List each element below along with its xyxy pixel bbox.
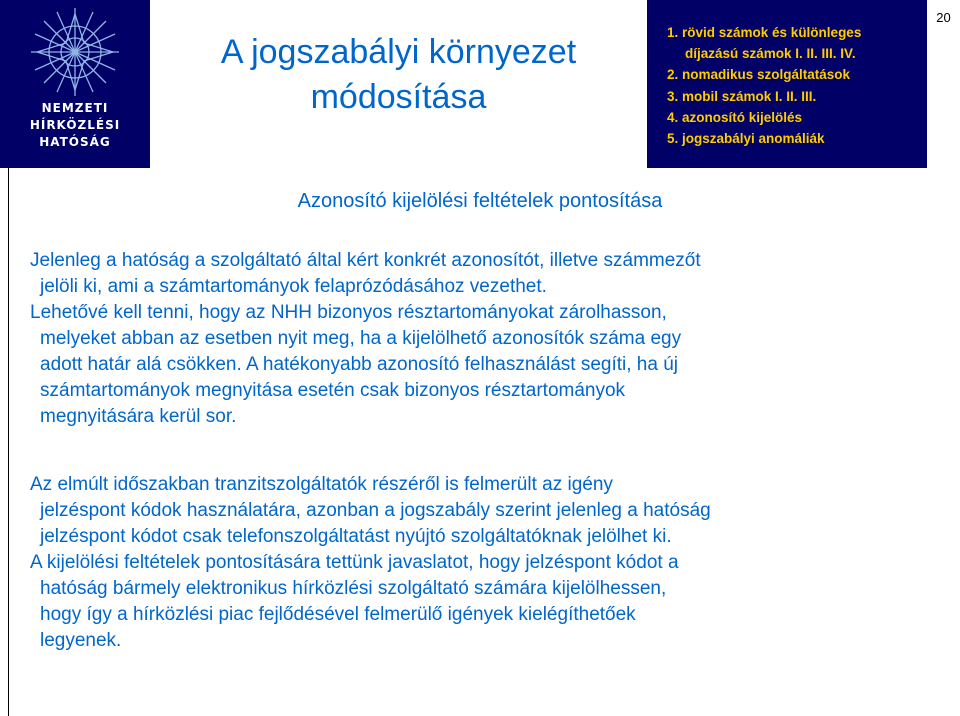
paragraph-2-line: jelzéspont kódok használatára, azonban a jogszabály szerint jelenleg a hatóság	[40, 500, 711, 521]
menu-item-2: 2. nomadikus szolgáltatások	[667, 67, 851, 83]
logo	[0, 0, 150, 168]
slide-subtitle: Azonosító kijelölési feltételek pontosítása	[297, 190, 663, 212]
paragraph-1-line: számtartományok megnyitása esetén csak bizonyos résztartományok	[40, 380, 626, 401]
paragraph-2	[30, 472, 950, 654]
logo-text-line-2: HÍRKÖZLÉSI	[29, 118, 121, 132]
paragraph-1-line: Jelenleg a hatóság a szolgáltató által kért konkrét azonosítót, illetve számmezőt	[30, 250, 701, 271]
star-logo-icon	[12, 4, 138, 100]
paragraph-1-line: Lehetővé kell tenni, hogy az NHH bizonyos résztartományokat zárolhasson,	[30, 302, 667, 323]
menu-item-1-line-2: díjazású számok I. II. III. IV.	[685, 46, 856, 62]
menu-item-1-line-1: 1. rövid számok és különleges	[667, 25, 862, 40]
paragraph-2-line: legyenek.	[40, 630, 122, 651]
page-title-line-2: módosítása	[310, 78, 487, 116]
paragraph-1-line: melyeket abban az esetben nyit meg, ha a kijelölhető azonosítók száma egy	[40, 328, 682, 349]
paragraph-1-line: jelöli ki, ami a számtartományok felaprózódásához vezethet.	[40, 276, 547, 297]
paragraph-1-line: adott határ alá csökken. A hatékonyabb azonosító felhasználást segíti, ha új	[40, 354, 679, 375]
logo-text-line-3: HATÓSÁG	[39, 135, 111, 149]
page-number: 20	[936, 10, 951, 25]
paragraph-2-line: Az elmúlt időszakban tranzitszolgáltatók részéről is felmerült az igény	[30, 474, 613, 495]
paragraph-1-line: megnyitására kerül sor.	[40, 406, 237, 427]
menu-item-1	[667, 22, 922, 64]
paragraph-2-line: jelzéspont kódot csak telefonszolgáltatást nyújtó szolgáltatóknak jelölhet ki.	[40, 526, 672, 547]
logo-text-line-1: NEMZETI	[41, 101, 109, 115]
paragraph-1	[30, 248, 950, 430]
paragraph-2-line: A kijelölési feltételek pontosítására tettünk javaslatot, hogy jelzéspont kódot a	[30, 552, 679, 573]
paragraph-2-line: hatóság bármely elektronikus hírközlési szolgáltató számára kijelölhessen,	[40, 578, 667, 599]
menu-item-3: 3. mobil számok I. II. III.	[667, 88, 817, 104]
page-title	[150, 30, 647, 120]
menu-item-4: 4. azonosító kijelölés	[667, 109, 803, 125]
page-title-line-1: A jogszabályi környezet	[220, 33, 577, 71]
menu-item-5: 5. jogszabályi anomáliák	[667, 131, 825, 147]
topic-menu	[667, 22, 922, 149]
left-rule-divider	[8, 168, 9, 716]
paragraph-2-line: hogy így a hírközlési piac fejlődésével felmerülő igények kielégíthetőek	[40, 604, 636, 625]
